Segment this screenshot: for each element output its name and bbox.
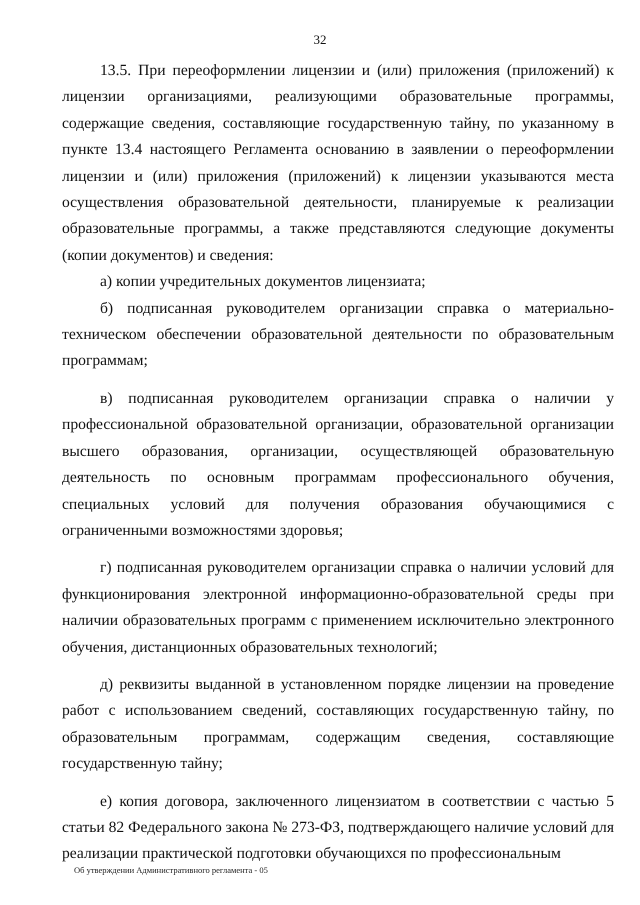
paragraph-13-5: 13.5. При переоформлении лицензии и (или) приложения (приложений) к лицензии организациями, реализующими образовательные программы, содержащие сведения, составляющие государственную тайну, по указанному в пункте 13.4 настоящего Регламента основанию в заявлении о переоформлении лицензии и (или) приложения (приложений) к лицензии указываются места осуществления образовательной деятельности, планируемые к реализации образовательные программы, а также представляются следующие документы (копии документов) и сведения:: [62, 62, 614, 264]
footer-note: Об утверждении Административного регламента - 05: [74, 865, 268, 875]
list-item-v: в) подписанная руководителем организации справка о наличии у профессиональной образовательной организации, образовательной организации высшего образования, организации, осуществляющей образовательную деятельность по основным программам профессионального обучения, специальных условий для получения образования обучающимися с ограниченными возможностями здоровья;: [62, 389, 614, 539]
page-number: 32: [313, 32, 327, 47]
list-item-d: д) реквизиты выданной в установленном порядке лицензии на проведение работ с использованием сведений, составляющих государственную тайну, по образовательным программам, содержащим сведения, составляющие государственную тайну;: [62, 675, 614, 773]
list-item-b: б) подписанная руководителем организации справка о материально-техническом обеспечении образовательной деятельности по образовательным программам;: [62, 299, 614, 370]
list-item-e: е) копия договора, заключенного лицензиатом в соответствии с частью 5 статьи 82 Федерального закона № 273-ФЗ, подтверждающего наличие условий для реализации практической подготовки обучающихся по профессиональным: [62, 792, 614, 863]
list-item-a: а) копии учредительных документов лицензиата;: [100, 273, 426, 291]
document-body: [62, 58, 614, 868]
list-item-g: г) подписанная руководителем организации справка о наличии условий для функционирования электронной информационно-образовательной среды при наличии образовательных программ с применением исключительно электронного обучения, дистанционных образовательных технологий;: [62, 559, 614, 656]
